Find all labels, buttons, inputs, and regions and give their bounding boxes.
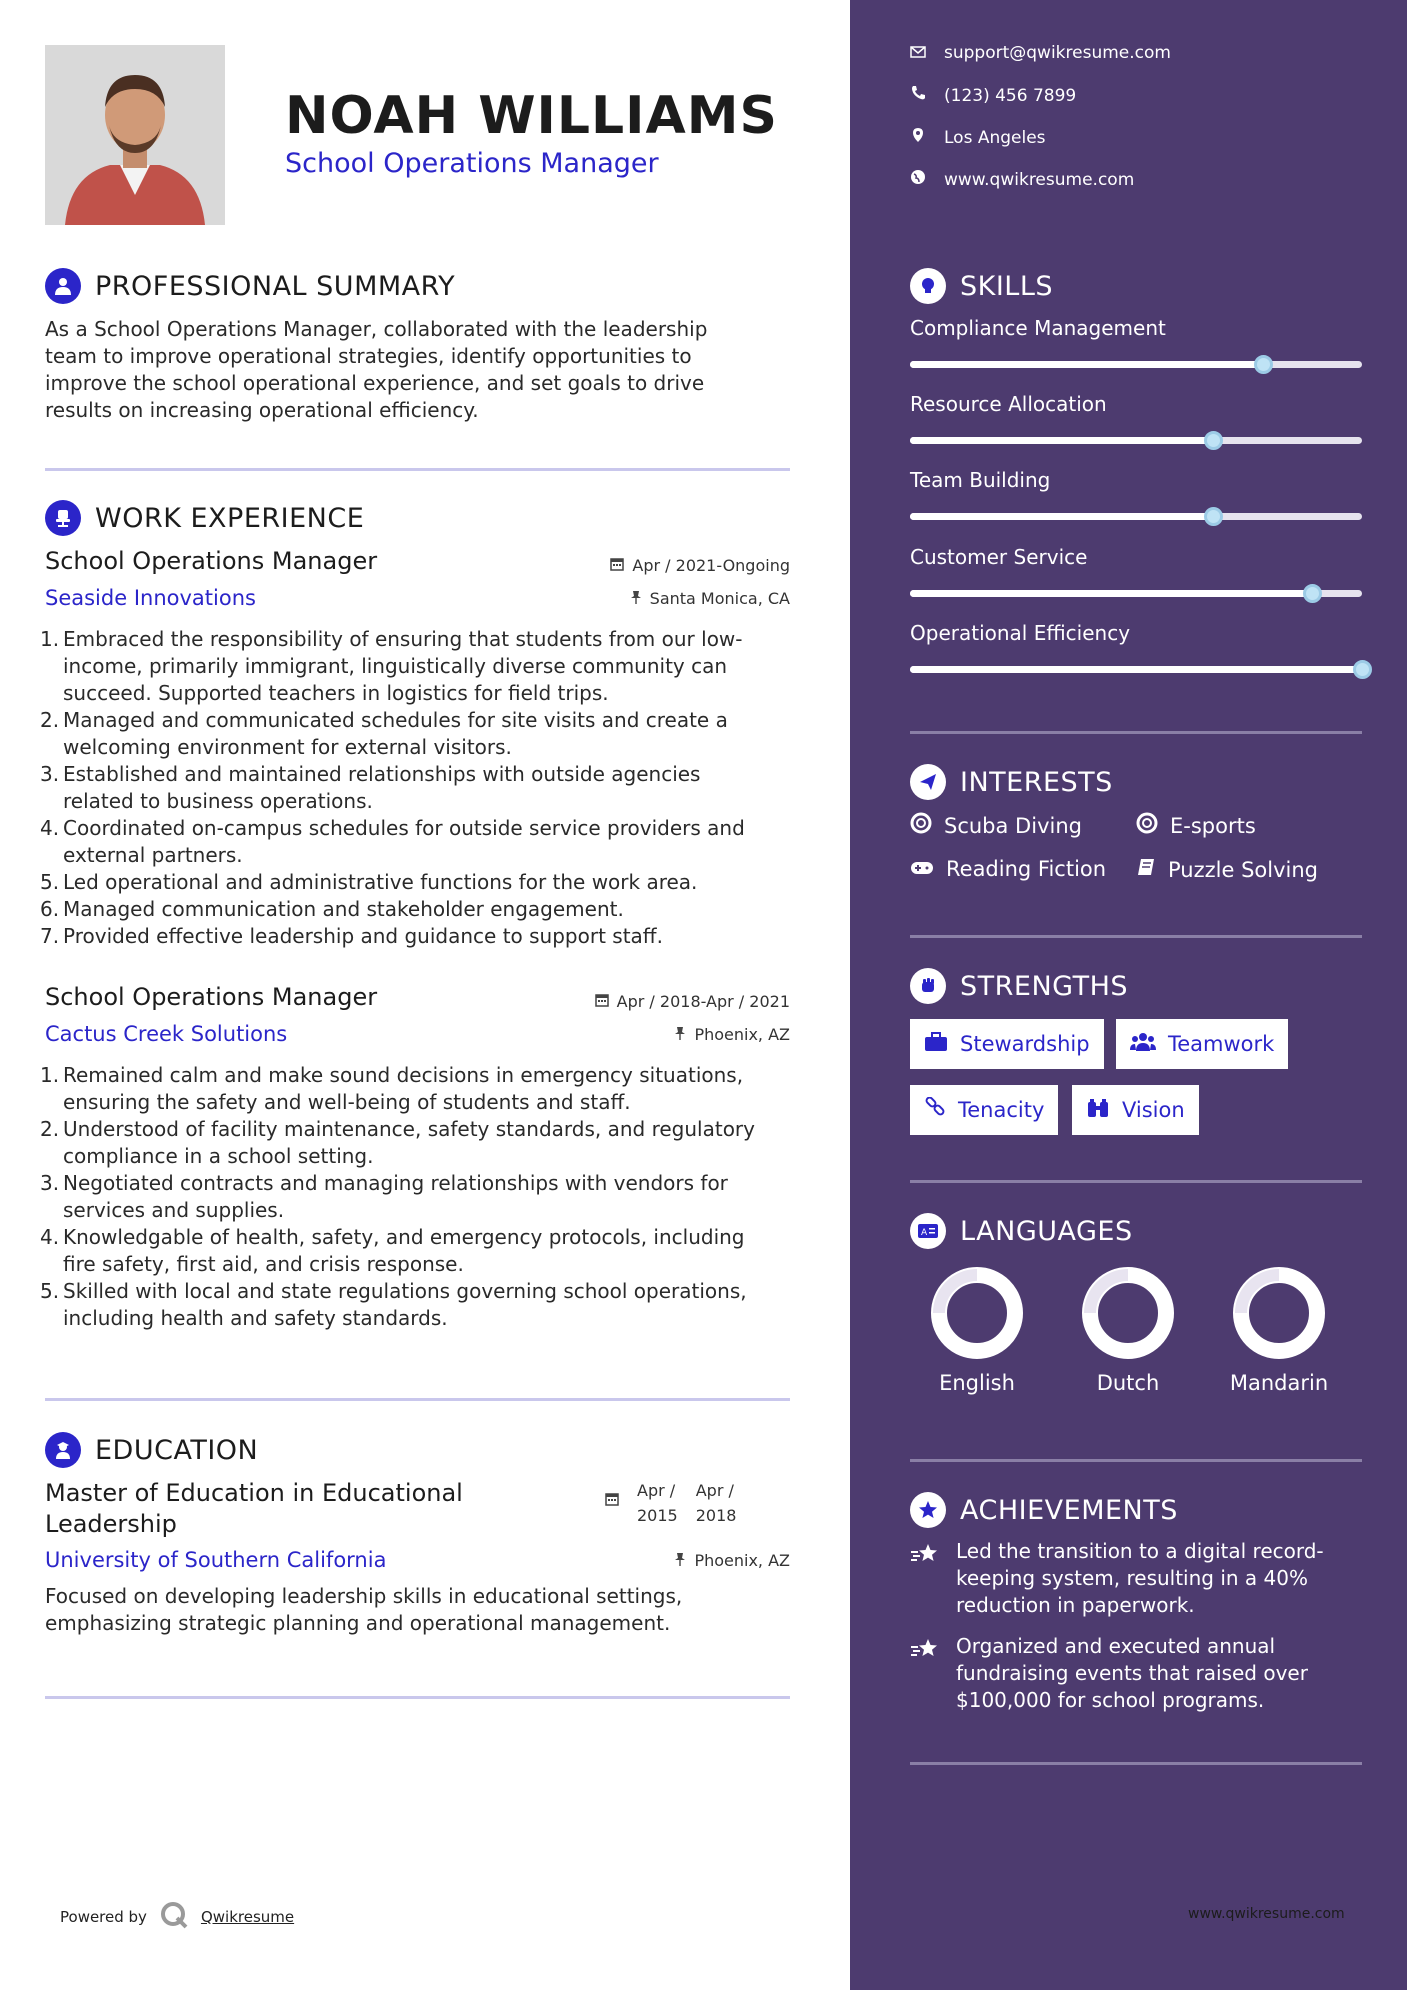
list-item: 4. Knowledgable of health, safety, and emergency protocols, including — [40, 1225, 745, 1249]
interest-item: Reading Fiction — [910, 857, 1106, 881]
summary-text — [45, 316, 790, 424]
list-item: 7. Provided effective leadership and guidance to support staff. — [40, 924, 663, 948]
calendar-icon — [605, 1478, 619, 1528]
achievements-heading — [910, 1492, 1178, 1528]
job-2-duties — [40, 1062, 800, 1332]
language-icon — [910, 1213, 946, 1249]
shooting-star-icon — [910, 1538, 942, 1619]
skill-bar-fill — [910, 361, 1263, 368]
skill-bar-fill — [910, 590, 1312, 597]
pin-icon — [630, 589, 642, 608]
email-text[interactable]: support@qwikresume.com — [944, 43, 1171, 63]
job-2-dates-text: Apr / 2018-Apr / 2021 — [616, 992, 790, 1011]
skill-bar-fill — [910, 666, 1362, 673]
skill-bar-fill — [910, 437, 1213, 444]
skills-title: SKILLS — [960, 270, 1054, 302]
section-divider — [910, 1180, 1362, 1183]
strength-chip: Teamwork — [1116, 1019, 1288, 1069]
map-marker-icon — [910, 127, 926, 148]
list-item: 2. Understood of facility maintenance, safety standards, and regulatory — [40, 1117, 755, 1141]
globe-icon — [910, 169, 926, 190]
job-1-location-text: Santa Monica, CA — [649, 589, 790, 608]
list-item: related to business operations. — [63, 789, 373, 813]
contact-email — [910, 43, 1171, 63]
interests-heading — [910, 764, 1113, 800]
strengths-title: STRENGTHS — [960, 970, 1129, 1002]
list-item: services and supplies. — [63, 1198, 285, 1222]
strength-chip: Stewardship — [910, 1019, 1104, 1069]
job-2-location — [674, 1025, 790, 1044]
list-item: fire safety, first aid, and crisis response. — [63, 1252, 464, 1276]
job-2-title: School Operations Manager — [45, 983, 378, 1011]
contact-location — [910, 127, 1046, 148]
paper-plane-icon — [910, 764, 946, 800]
graduate-icon — [45, 1432, 81, 1468]
achievements-title: ACHIEVEMENTS — [960, 1494, 1178, 1526]
binoculars-icon — [1086, 1098, 1110, 1123]
language-label: Dutch — [1096, 1371, 1160, 1395]
summary-line: improve the school operational experience, and set goals to drive — [45, 371, 705, 395]
fist-icon — [910, 968, 946, 1004]
list-item: welcoming environment for external visitors. — [63, 735, 512, 759]
job-2-company: Cactus Creek Solutions — [45, 1022, 288, 1046]
skill-bar — [910, 666, 1362, 673]
list-item: external partners. — [63, 843, 243, 867]
powered-by — [60, 1900, 294, 1934]
language-label: English — [939, 1371, 1015, 1395]
candidate-role: School Operations Manager — [285, 148, 659, 179]
job-1-title: School Operations Manager — [45, 547, 378, 575]
pin-icon — [674, 1025, 686, 1044]
skill-bar-knob — [1303, 584, 1322, 603]
gamepad-icon — [910, 857, 934, 881]
list-item: compliance in a school setting. — [63, 1144, 374, 1168]
job-2-location-text: Phoenix, AZ — [694, 1025, 790, 1044]
degree — [45, 1478, 463, 1540]
education-title: EDUCATION — [95, 1434, 259, 1466]
list-item: 1. Embraced the responsibility of ensuring that students from our low- — [40, 627, 743, 651]
interests-title: INTERESTS — [960, 766, 1113, 798]
language-ring — [1080, 1265, 1176, 1361]
interest-item: Scuba Diving — [910, 812, 1082, 839]
office-chair-icon — [45, 500, 81, 536]
qwikresume-logo-icon — [159, 1900, 189, 1934]
language-ring — [929, 1265, 1025, 1361]
summary-line: As a School Operations Manager, collaborated with the leadership — [45, 317, 708, 341]
job-1-dates — [610, 556, 790, 575]
location-text: Los Angeles — [944, 127, 1046, 148]
svg-text:A: A — [921, 1228, 928, 1238]
section-divider — [45, 468, 790, 471]
list-item: 1. Remained calm and make sound decisions in emergency situations, — [40, 1063, 744, 1087]
job-1-location — [630, 589, 790, 608]
briefcase-icon — [924, 1032, 948, 1057]
job-2-dates — [595, 992, 790, 1011]
book-icon — [1136, 857, 1156, 882]
skill-label: Team Building — [910, 468, 1051, 492]
summary-line: results on increasing operational efficiency. — [45, 398, 479, 422]
skill-label: Resource Allocation — [910, 392, 1107, 416]
section-divider — [910, 731, 1362, 734]
list-item: 5. Skilled with local and state regulations governing school operations, — [40, 1279, 747, 1303]
section-divider — [910, 1762, 1362, 1765]
list-item: succeed. Supported teachers in logistics for field trips. — [63, 681, 609, 705]
languages-heading — [910, 1213, 1133, 1249]
education-location-text: Phoenix, AZ — [694, 1551, 790, 1570]
calendar-icon — [595, 992, 609, 1011]
profile-photo — [45, 45, 225, 225]
powered-by-label: Powered by — [60, 1908, 147, 1926]
contact-phone — [910, 85, 1076, 106]
job-1-duties — [40, 626, 800, 950]
summary-line: team to improve operational strategies, identify opportunities to — [45, 344, 692, 368]
skill-label: Operational Efficiency — [910, 621, 1131, 645]
skill-bar-knob — [1204, 431, 1223, 450]
shooting-star-icon — [910, 1633, 942, 1714]
link-icon — [924, 1097, 946, 1124]
phone-icon — [910, 85, 926, 106]
strengths-heading — [910, 968, 1128, 1004]
language-item — [912, 1265, 1042, 1395]
language-item — [1063, 1265, 1193, 1395]
life-ring-icon — [910, 812, 932, 839]
website-text[interactable]: www.qwikresume.com — [944, 169, 1135, 190]
skill-bar — [910, 437, 1362, 444]
summary-heading — [45, 268, 455, 304]
skill-bar-knob — [1353, 660, 1372, 679]
education-end: Apr / 2018 — [695, 1481, 737, 1525]
skill-bar-knob — [1254, 355, 1273, 374]
qwikresume-link[interactable]: Qwikresume — [200, 1908, 295, 1926]
degree-line: Master of Education in Educational — [45, 1479, 463, 1507]
list-item: 3. Established and maintained relationships with outside agencies — [40, 762, 701, 786]
skill-bar-fill — [910, 513, 1213, 520]
interest-item: E-sports — [1136, 812, 1256, 839]
section-divider — [910, 935, 1362, 938]
school-name: University of Southern California — [45, 1548, 387, 1572]
education-dates — [605, 1478, 736, 1528]
list-item: income, primarily immigrant, linguistically diverse community can — [63, 654, 728, 678]
skill-bar — [910, 513, 1362, 520]
phone-text: (123) 456 7899 — [944, 85, 1077, 106]
list-item: ensuring the safety and well-being of students and staff. — [63, 1090, 631, 1114]
language-item — [1214, 1265, 1344, 1395]
envelope-icon — [910, 43, 926, 63]
summary-title: PROFESSIONAL SUMMARY — [95, 270, 456, 302]
user-icon — [45, 268, 81, 304]
footer-website[interactable]: www.qwikresume.com — [1188, 1906, 1345, 1922]
calendar-icon — [610, 556, 624, 575]
section-divider — [45, 1398, 790, 1401]
skill-bar — [910, 590, 1362, 597]
skill-bar-knob — [1204, 507, 1223, 526]
skill-label: Compliance Management — [910, 316, 1166, 340]
education-heading — [45, 1432, 258, 1468]
degree-line: Leadership — [45, 1510, 177, 1538]
list-item: including health and safety standards. — [63, 1306, 448, 1330]
life-ring-icon — [1136, 812, 1158, 839]
section-divider — [910, 1459, 1362, 1462]
language-label: Mandarin — [1229, 1371, 1329, 1395]
star-badge-icon — [910, 1492, 946, 1528]
strength-chip: Tenacity — [910, 1085, 1058, 1135]
list-item: 4. Coordinated on-campus schedules for outside service providers and — [40, 816, 745, 840]
language-ring — [1231, 1265, 1327, 1361]
work-title: WORK EXPERIENCE — [95, 502, 365, 534]
education-start: Apr / 2015 — [637, 1481, 678, 1525]
skill-label: Customer Service — [910, 545, 1088, 569]
lightbulb-icon — [910, 268, 946, 304]
contact-website — [910, 169, 1134, 190]
job-1-dates-text: Apr / 2021-Ongoing — [632, 556, 790, 575]
job-1-company: Seaside Innovations — [45, 586, 256, 610]
strength-chip: Vision — [1072, 1085, 1199, 1135]
list-item: 3. Negotiated contracts and managing relationships with vendors for — [40, 1171, 728, 1195]
work-heading — [45, 500, 364, 536]
list-item: 2. Managed and communicated schedules for site visits and create a — [40, 708, 728, 732]
candidate-name: NOAH WILLIAMS — [285, 86, 778, 146]
skill-bar — [910, 361, 1362, 368]
list-item: 6. Managed communication and stakeholder engagement. — [40, 897, 624, 921]
list-item: 5. Led operational and administrative functions for the work area. — [40, 870, 698, 894]
education-description: Focused on developing leadership skills in educational settings, emphasizing strategic planning and operational management. — [45, 1584, 683, 1635]
achievement-item: Led the transition to a digital record- keeping system, resulting in a 40% reduction in paperwork. — [910, 1538, 1362, 1619]
languages-title: LANGUAGES — [960, 1215, 1133, 1247]
section-divider — [45, 1696, 790, 1699]
achievement-item: Organized and executed annual fundraising events that raised over $100,000 for school programs. — [910, 1633, 1362, 1714]
sidebar — [850, 0, 1407, 1990]
education-location — [674, 1551, 790, 1570]
users-icon — [1130, 1032, 1156, 1057]
interest-item: Puzzle Solving — [1136, 857, 1318, 882]
person-photo-icon — [45, 45, 225, 225]
skills-heading — [910, 268, 1053, 304]
pin-icon — [674, 1551, 686, 1570]
